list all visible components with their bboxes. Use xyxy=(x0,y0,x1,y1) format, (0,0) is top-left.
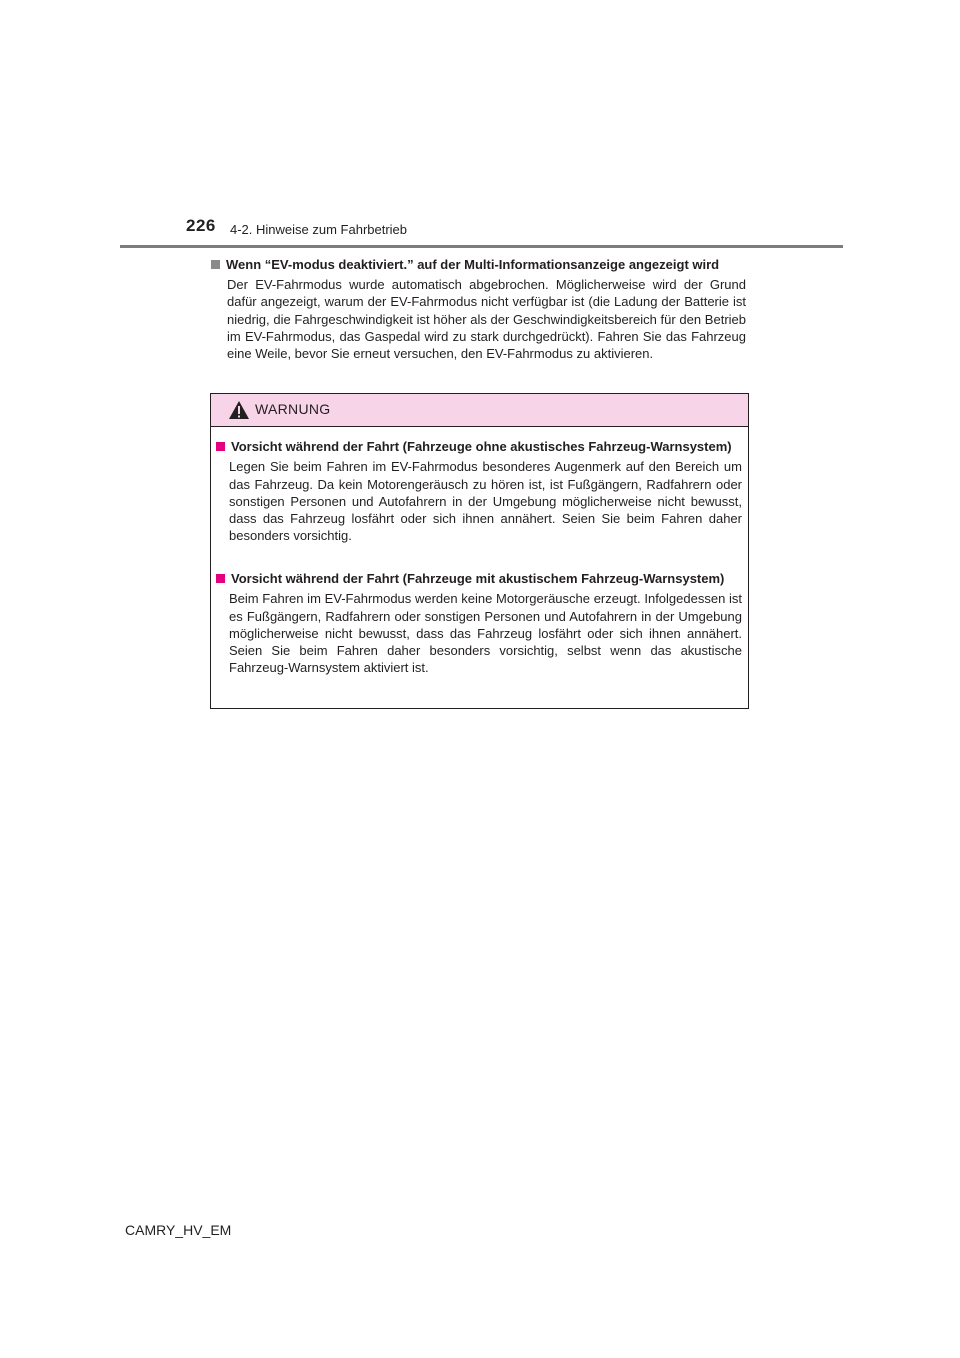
warning-box xyxy=(210,393,749,709)
intro-heading xyxy=(211,257,719,272)
warning-item xyxy=(216,570,742,677)
intro-heading-text: Wenn “EV-modus deaktiviert.” auf der Multi-Informationsanzeige angezeigt wird xyxy=(226,257,720,272)
warning-title: WARNUNG xyxy=(255,401,331,417)
square-bullet-icon xyxy=(216,442,225,451)
square-bullet-icon xyxy=(211,260,220,269)
intro-body: Der EV-Fahrmodus wurde automatisch abgebrochen. Möglicherweise wird der Grund dafür angezeigt, warum der EV-Fahrmodus nicht verfügbar ist (die Ladung der Batterie ist niedrig, die Fahrgeschwindigkeit ist höher als der Geschwindigkeitsbereich für den Betrieb im EV-Fahrmodus, das Gaspedal wird zu stark durchgedrückt). Fahren Sie das Fahrzeug eine Weile, bevor Sie erneut versuchen, den EV-Fahrmodus zu aktivieren. xyxy=(227,277,746,362)
warning-triangle-icon xyxy=(228,400,250,420)
warning-item-heading: Vorsicht während der Fahrt (Fahrzeuge ohne akustisches Fahrzeug-Warnsystem) xyxy=(216,438,742,455)
page-number: 226 xyxy=(186,216,216,235)
section-title: 4-2. Hinweise zum Fahrbetrieb xyxy=(230,222,408,237)
footer-code: CAMRY_HV_EM xyxy=(125,1222,232,1238)
warning-item-body: Beim Fahren im EV-Fahrmodus werden keine Motorgeräusche erzeugt. Infolgedessen ist es Fußgängern, Radfahrern oder sonstigen Personen und Autofahrern in der Umgebung möglicherweise nicht bewusst, dass das Fahrzeug losfährt oder sich ihnen annähert. Seien Sie beim Fahren daher besonders vorsichtig, selbst wenn das akustische Fahrzeug-Warnsystem aktiviert ist. xyxy=(229,591,742,676)
square-bullet-icon xyxy=(216,574,225,583)
warning-item-heading: Vorsicht während der Fahrt (Fahrzeuge mit akustischem Fahrzeug-Warnsystem) xyxy=(216,570,742,587)
warning-header xyxy=(211,394,748,427)
warning-item-body: Legen Sie beim Fahren im EV-Fahrmodus besonderes Augenmerk auf den Bereich um das Fahrzeug. Da kein Motorengeräusch zu hören ist, ist Fußgängern, Radfahrern oder sonstigen Personen und Autofahrern in der Umgebung möglicherweise nicht bewusst, dass das Fahrzeug losfährt oder sich ihnen annähert. Seien Sie beim Fahren daher besonders vorsichtig. xyxy=(229,459,742,544)
header-rule xyxy=(120,245,843,248)
warning-item xyxy=(216,438,742,545)
